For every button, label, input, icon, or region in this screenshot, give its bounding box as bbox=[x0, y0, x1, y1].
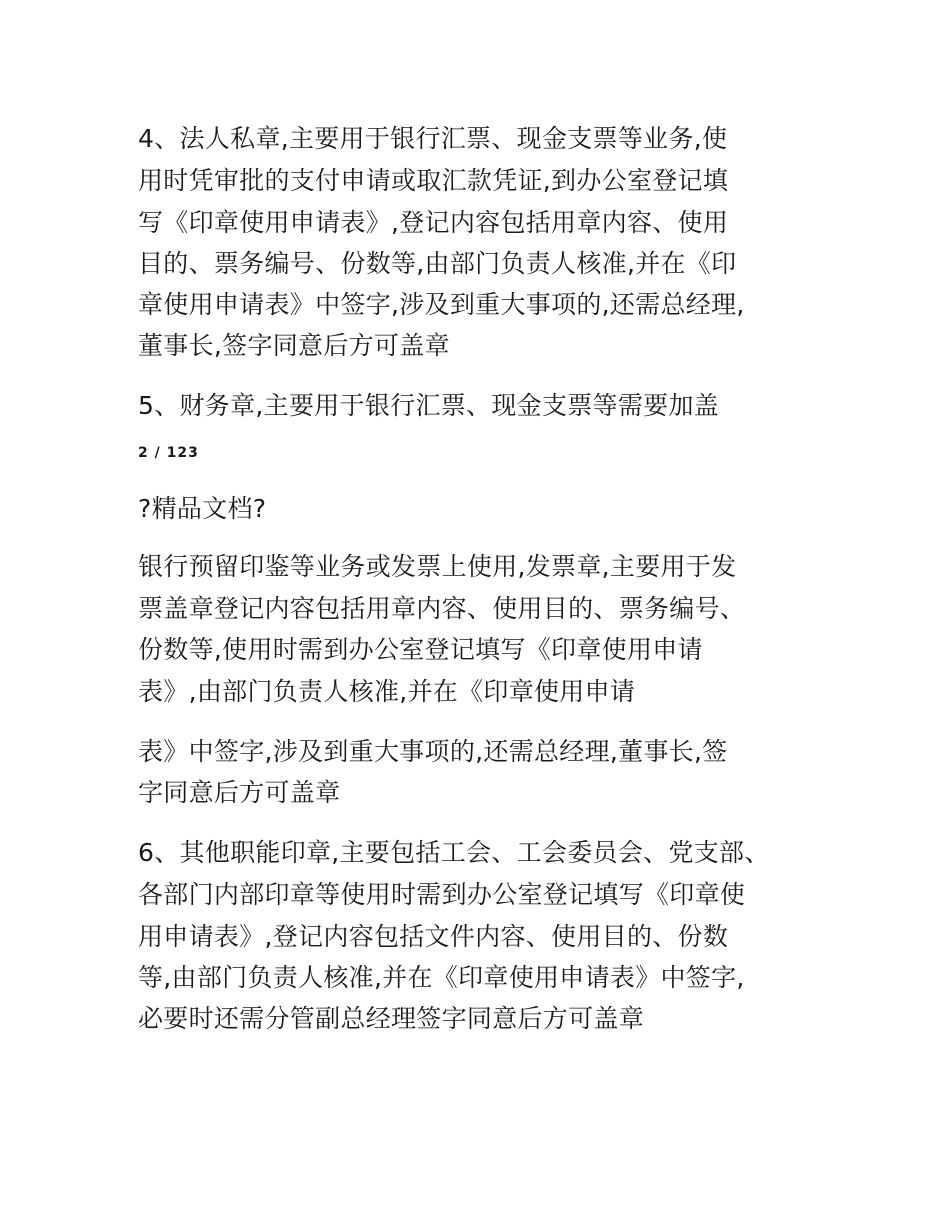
section-4-line-5: 章使用申请表》中签字,涉及到重大事项的,还需总经理, bbox=[138, 290, 745, 319]
section-4-line-1: 4、法人私章,主要用于银行汇票、现金支票等业务,使 bbox=[138, 124, 728, 153]
section-6-line-3: 用申请表》,登记内容包括文件内容、使用目的、份数 bbox=[138, 922, 729, 951]
page-number: 2 / 123 bbox=[138, 445, 199, 461]
section-5-line-2: 银行预留印鉴等业务或发票上使用,发票章,主要用于发 bbox=[138, 552, 737, 581]
section-5-line-3: 票盖章登记内容包括用章内容、使用目的、票务编号、 bbox=[138, 594, 746, 623]
document-header: ?精品文档? bbox=[138, 494, 267, 523]
section-4-line-4: 目的、票务编号、份数等,由部门负责人核准,并在《印 bbox=[138, 249, 737, 278]
section-5-line-5: 表》,由部门负责人核准,并在《印章使用申请 bbox=[138, 677, 636, 706]
section-5-line-7: 字同意后方可盖章 bbox=[138, 778, 341, 807]
section-6-line-1: 6、其他职能印章,主要包括工会、工会委员会、党支部、 bbox=[138, 838, 770, 867]
section-5-line-6: 表》中签字,涉及到重大事项的,还需总经理,董事长,签 bbox=[138, 737, 728, 766]
section-5-line-4: 份数等,使用时需到办公室登记填写《印章使用申请 bbox=[138, 635, 703, 664]
section-6-line-5: 必要时还需分管副总经理签字同意后方可盖章 bbox=[138, 1004, 645, 1033]
section-6-line-2: 各部门内部印章等使用时需到办公室登记填写《印章使 bbox=[138, 880, 746, 909]
section-4-line-3: 写《印章使用申请表》,登记内容包括用章内容、使用 bbox=[138, 208, 729, 237]
section-4-line-2: 用时凭审批的支付申请或取汇款凭证,到办公室登记填 bbox=[138, 166, 729, 195]
section-4-line-6: 董事长,签字同意后方可盖章 bbox=[138, 331, 450, 360]
section-6-line-4: 等,由部门负责人核准,并在《印章使用申请表》中签字, bbox=[138, 963, 745, 992]
section-5-line-1: 5、财务章,主要用于银行汇票、现金支票等需要加盖 bbox=[138, 391, 720, 420]
